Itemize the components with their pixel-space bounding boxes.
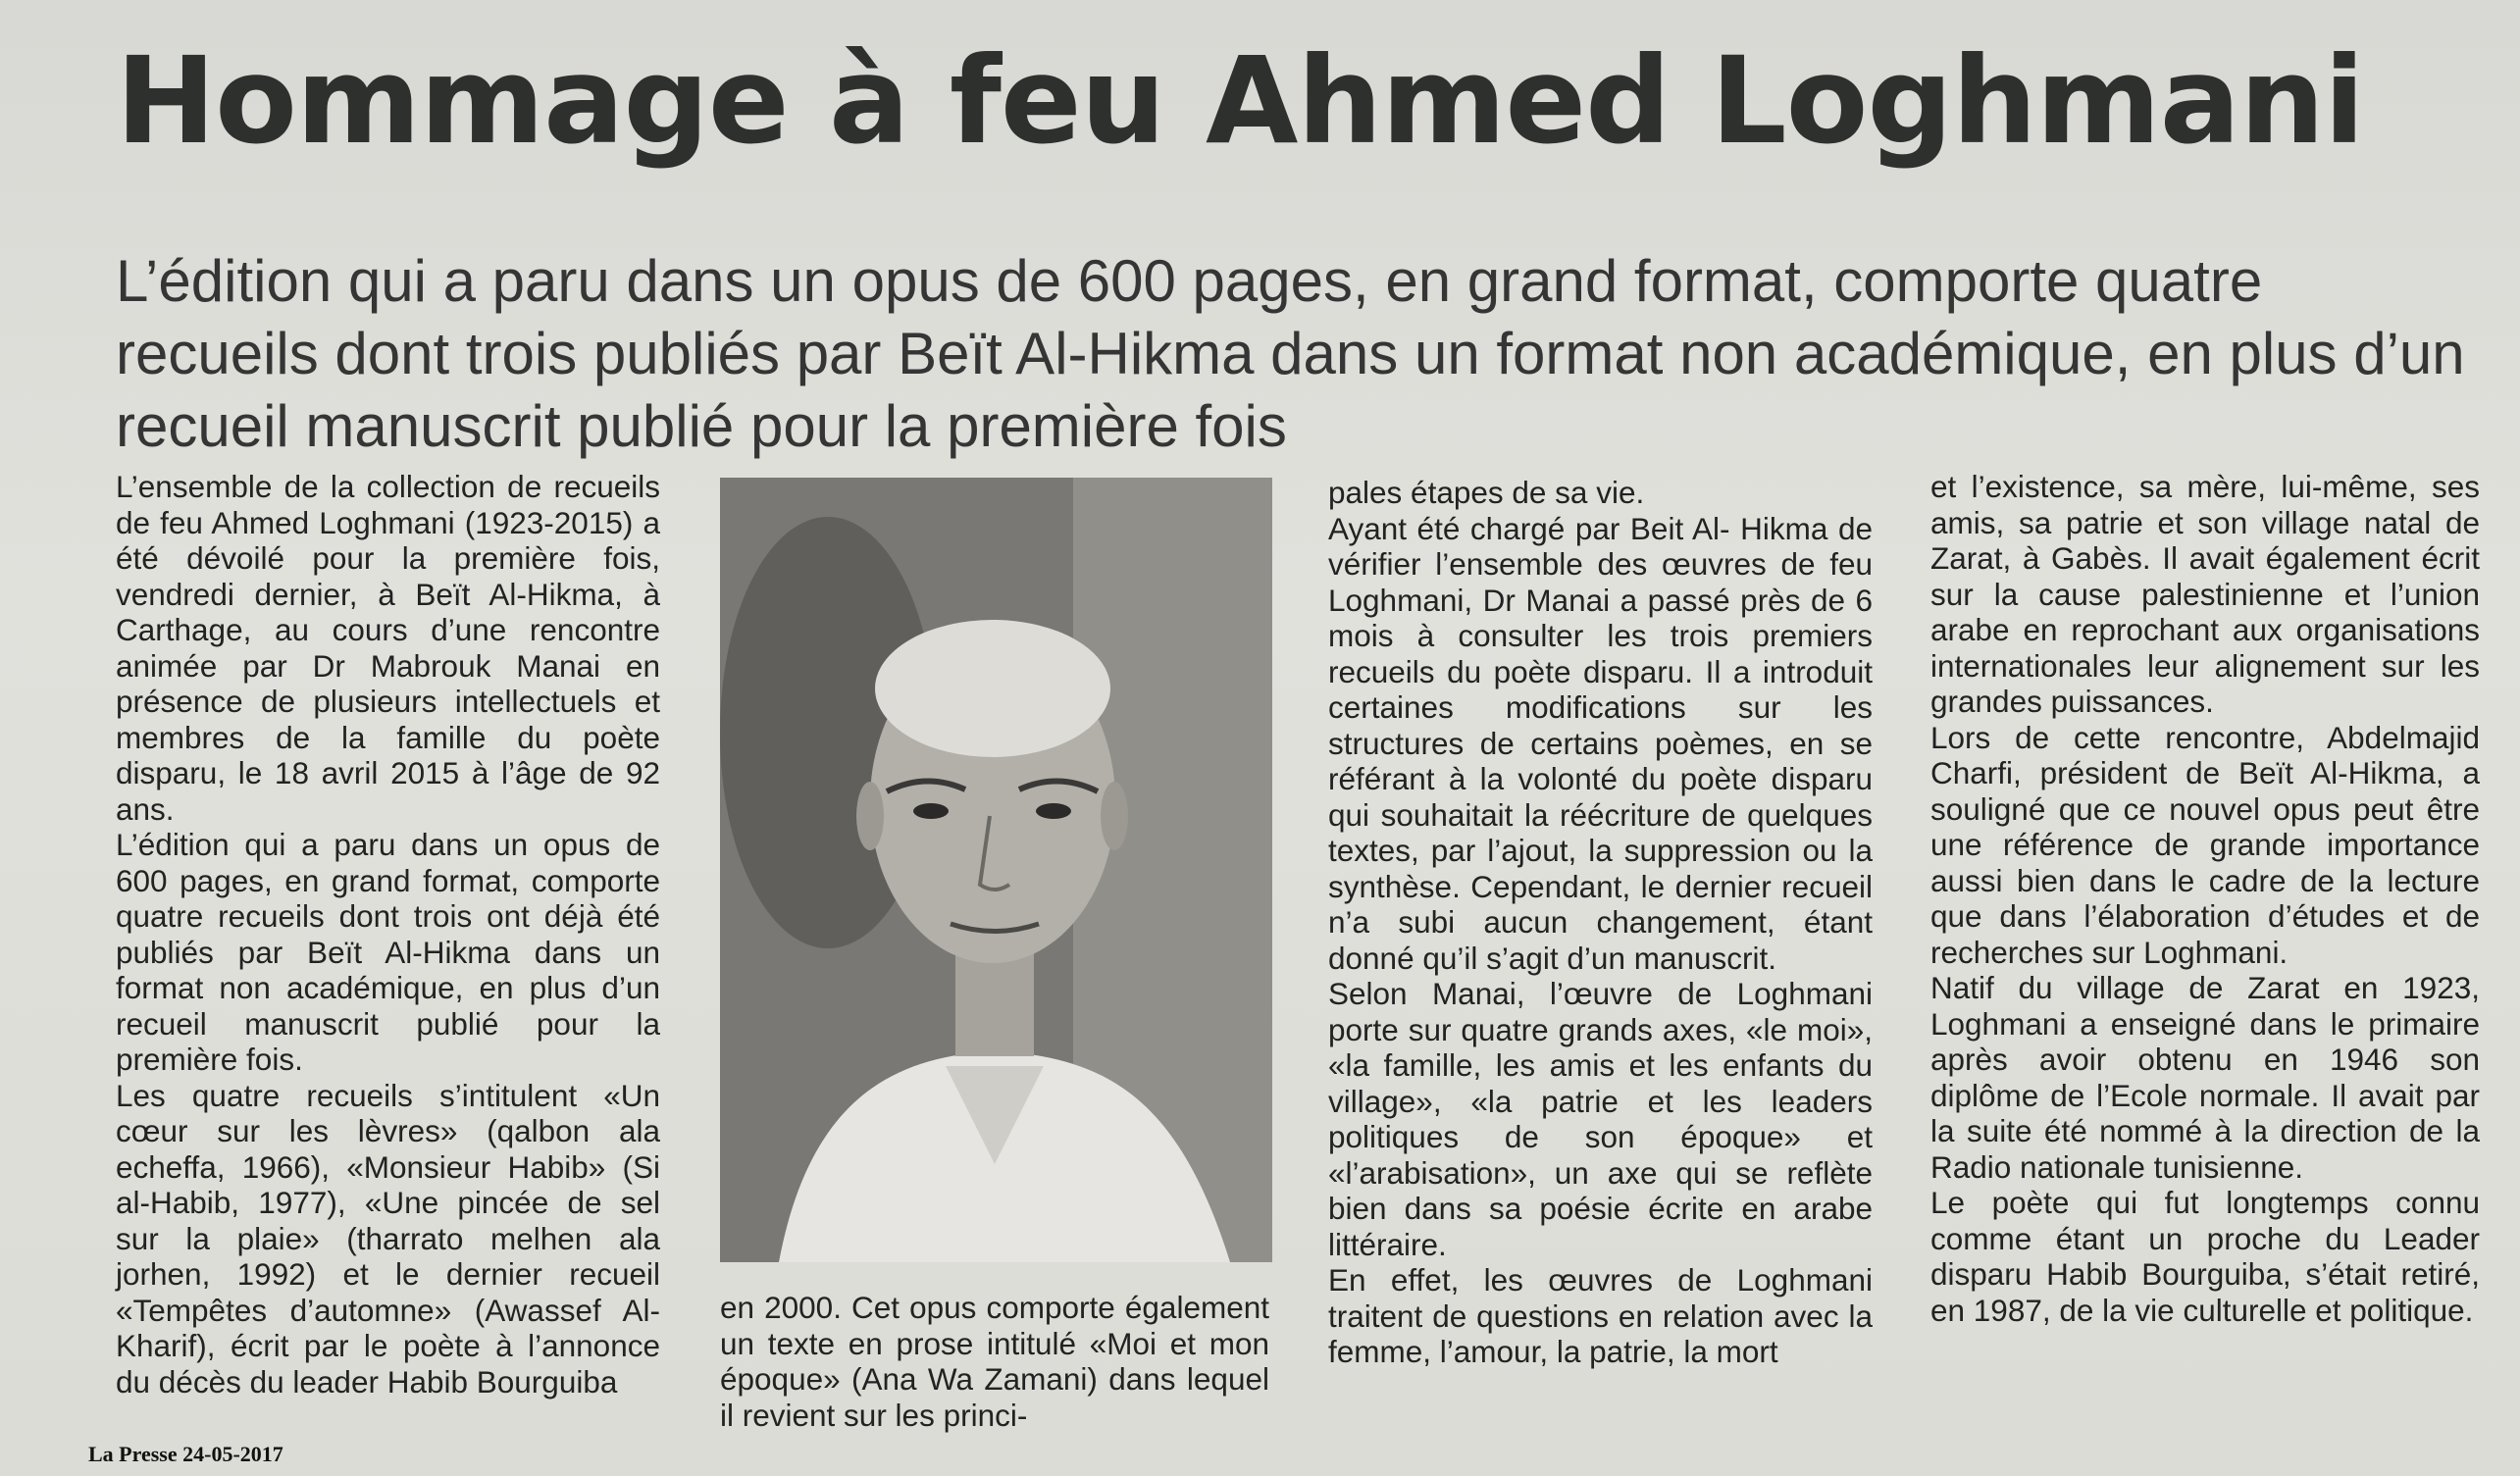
article-column-1	[116, 469, 660, 1400]
portrait-illustration	[720, 478, 1272, 1262]
article-column-2	[720, 1290, 1269, 1433]
paragraph: Natif du village de Zarat en 1923, Loghmani a enseigné dans le primaire après avoir obtenu en 1946 son diplôme de l’Ecole normale. Il avait par la suite été nommé à la direction de la Radio nationale tunisienne.	[1930, 970, 2480, 1185]
paragraph: Selon Manai, l’œuvre de Loghmani porte sur quatre grands axes, «le moi», «la famille, les amis et les enfants du village», «la patrie et les leaders politiques de son époque» et «l’arabisation», un axe qui se reflète bien dans sa poésie écrite en arabe littéraire.	[1328, 976, 1873, 1262]
paragraph: pales étapes de sa vie.	[1328, 475, 1645, 510]
paragraph: L’ensemble de la collection de recueils de feu Ahmed Loghmani (1923-2015) a été dévoilé pour la première fois, vendredi dernier, à Beït Al-Hikma, à Carthage, au cours d’une rencontre animée par Dr Mabrouk Manai en présence de plusieurs intellectuels et membres de la famille du poète disparu, le 18 avril 2015 à l’âge de 92 ans.	[116, 469, 660, 827]
article-headline: Hommage à feu Ahmed Loghmani	[116, 31, 2364, 171]
paragraph: Les quatre recueils s’intitulent «Un cœur sur les lèvres» (qalbon ala echeffa, 1966), «Monsieur Habib» (Si al-Habib, 1977), «Une pincée de sel sur la plaie» (tharrato melhen ala jorhen, 1992) et le dernier recueil «Tempêtes d’automne» (Awassef Al-Kharif), écrit par le poète à l’annonce du décès du leader Habib Bourguiba	[116, 1077, 660, 1400]
article-column-4	[1930, 469, 2480, 1328]
paragraph: et l’existence, sa mère, lui-même, ses amis, sa patrie et son village natal de Zarat, à Gabès. Il avait également écrit sur la cause palestinienne et l’union arabe en reprochant aux organisations internationales leur alignement sur les grandes puissances.	[1930, 469, 2480, 719]
paragraph: Lors de cette rencontre, Abdelmajid Charfi, président de Beït Al-Hikma, a souligné que ce nouvel opus peut être une référence de grande importance aussi bien dans le cadre de la lecture que dans l’élaboration d’études et de recherches sur Loghmani.	[1930, 719, 2480, 970]
portrait-photo	[720, 478, 1272, 1262]
paragraph: en 2000. Cet opus comporte également un texte en prose intitulé «Moi et mon époque» (Ana Wa Zamani) dans lequel il revient sur les princi-	[720, 1290, 1269, 1433]
paragraph: Ayant été chargé par Beit Al- Hikma de vérifier l’ensemble des œuvres de feu Loghmani, Dr Manai a passé près de 6 mois à consulter les trois premiers recueils du poète disparu. Il a introduit certaines modifications sur les structures de certains poèmes, en se référant à la volonté du poète disparu qui souhaitait la réécriture de quelques textes, par l’ajout, la suppression ou la synthèse. Cependant, le dernier recueil n’a subi aucun changement, étant donné qu’il s’agit d’un manuscrit.	[1328, 510, 1873, 976]
article-deck: L’édition qui a paru dans un opus de 600 pages, en grand format, comporte quatre recueils dont trois publiés par Beït Al-Hikma dans un format non académique, en plus d’un recueil manuscrit publié pour la première fois	[116, 248, 2465, 459]
paragraph: L’édition qui a paru dans un opus de 600 pages, en grand format, comporte quatre recueils dont trois ont déjà été publiés par Beït Al-Hikma dans un format non académique, en plus d’un recueil manuscrit publié pour la première fois.	[116, 827, 660, 1077]
paragraph: Le poète qui fut longtemps connu comme étant un proche du Leader disparu Habib Bourguiba, s’était retiré, en 1987, de la vie culturelle et politique.	[1930, 1185, 2480, 1328]
paragraph: En effet, les œuvres de Loghmani traitent de questions en relation avec la femme, l’amour, la patrie, la mort	[1328, 1262, 1873, 1369]
source-credit: La Presse 24-05-2017	[88, 1442, 283, 1466]
article-column-3	[1328, 475, 1873, 1370]
